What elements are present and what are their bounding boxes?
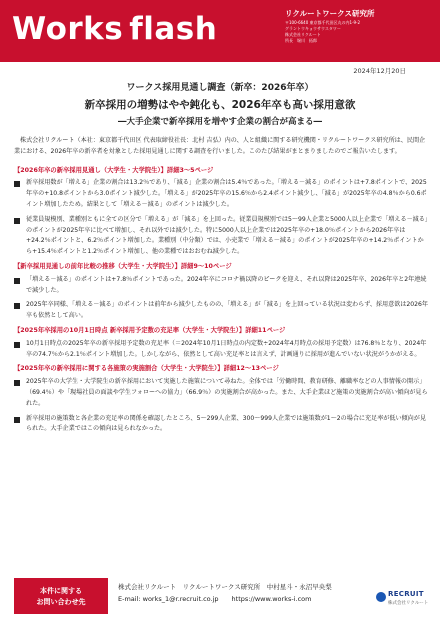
bullet-paragraph: 新卒採用数が「増える」企業の割合は13.2％であり、「減る」企業の割合は5.4％であった。「増える－減る」のポイントは+7.8ポイントで、2025年卒の+10.8ポイントから3.0ポイント減少した。「増える」が2025年卒の15.6％から2.4ポイント減少し、「減る」が2025年卒の4.8％から0.6ポイント増加したため。結果として「増える－減る」のポイントは減少した。 bbox=[14, 178, 428, 210]
bullet-square-icon bbox=[14, 278, 20, 284]
bullet-paragraph: 10月1日時点の2025年卒の新卒採用予定数の充足率（＝2024年10月1日時点の内定数÷2024年4月時点の採用予定数）は76.8％となり、2024年卒の74.7％から2.1％ポイント増加した。しかしながら、依然として高い充足率とは言えず、計画通りに採用が進んでいない状況がうかがえる。 bbox=[14, 339, 428, 361]
logo-flash: flash bbox=[129, 11, 218, 47]
section-heading: 【2026年卒の新卒採用見通し（大学生・大学院生）】詳細3～5ページ bbox=[14, 166, 214, 174]
release-date: 2024年12月20日 bbox=[353, 67, 406, 75]
organization-info bbox=[285, 9, 435, 44]
bullet-square-icon bbox=[14, 417, 20, 423]
org-company: 株式会社リクルート bbox=[285, 32, 321, 37]
bullet-square-icon bbox=[14, 181, 20, 187]
bullet-paragraph: 従業員規模別、業種別ともに全ての区分で「増える」が「減る」を上回った。従業員規模別では5～99人企業と5000人以上企業で「増える－減る」のポイントが2025年卒に比べて増加し、それ以外では減少した。特に5000人以上企業では2025年卒の+18.0％ポイントから2026年卒は+24.2％ポイントと、6.2％ポイント増加した。業種別（中分類）では、小売業で「増える－減る」のポイントが2025年卒の+14.2％ポイントから+15.4％ポイントと1.2％ポイント増加し、他の業種ではおおむね減少した。 bbox=[14, 215, 428, 258]
contact-email-url[interactable]: E-mail: works_1@r.recruit.co.jp https://www.works-i.com bbox=[118, 595, 312, 603]
section-heading: 【2025年卒採用の10月1日時点 新卒採用予定数の充足率（大学生・大学院生）】詳細11ページ bbox=[14, 326, 286, 334]
recruit-mark-icon bbox=[376, 592, 386, 602]
org-building: グラントウキョウサウスタワー bbox=[285, 26, 341, 31]
recruit-logo-sub: 株式会社リクルート bbox=[388, 601, 429, 606]
intro-paragraph: 株式会社リクルート（本社：東京都千代田区 代表取締役社長：北村 吉弘）内の、人と組織に関する研究機関・リクルートワークス研究所は、民間企業における、2026年卒の新卒者を対象とした採用見通しに関する調査を行いました。このたび結果がまとまりましたのでご報告いたします。 bbox=[14, 137, 426, 155]
bullet-square-icon bbox=[14, 218, 20, 224]
org-name: リクルートワークス研究所 bbox=[285, 9, 375, 18]
bullet-square-icon bbox=[14, 342, 20, 348]
contact-company: 株式会社リクルート リクルートワークス研究所 中村星斗・永沼早央梨 bbox=[118, 583, 332, 591]
footer bbox=[0, 578, 440, 622]
org-address: 〒100-6640 東京都千代田区丸の内1-9-2 bbox=[285, 20, 361, 25]
contact-label-line1: 本件に関する bbox=[40, 587, 82, 595]
bullet-square-icon bbox=[14, 303, 20, 309]
bullet-paragraph: 新卒採用の施策数と各企業の充足率の関係を確認したところ、5～299人企業、300～999人企業では施策数が1～2の場合に充足率が低い傾向が見られた。大手企業ではこの傾向は見られなかった。 bbox=[14, 414, 428, 436]
recruit-logo-text: RECRUIT bbox=[388, 590, 424, 598]
headline: 新卒採用の増勢はやや鈍化も、2026年卒も高い採用意欲 bbox=[84, 99, 356, 111]
report-body bbox=[14, 136, 428, 439]
contact-info bbox=[118, 581, 378, 605]
bullet-paragraph: 「増える－減る」のポイントは+7.8％ポイントであった。2024年卒にコロナ禍以降のピークを迎え、それ以降は2025年卒、2026年卒と2年連続で減少した。 bbox=[14, 275, 428, 297]
bullet-square-icon bbox=[14, 380, 20, 386]
survey-title: ワークス採用見通し調査（新卒：2026年卒） bbox=[126, 83, 314, 93]
subheadline: ―大手企業で新卒採用を増やす企業の割合が高まる― bbox=[117, 117, 322, 127]
bullet-paragraph: 2025年卒同様、「増える－減る」のポイントは前年から減少したものの、「増える」が「減る」を上回っている状況は変わらず、採用意欲は2026年卒も依然として高い。 bbox=[14, 300, 428, 322]
section-heading: 【新卒採用見通しの前年比較の推移（大学生・大学院生）】詳細9～10ページ bbox=[14, 262, 232, 270]
bullet-paragraph: 2025年卒の大学生・大学院生の新卒採用において実施した施策について尋ねた。全体では「労働時間、教育研修、離職率などの人事情報の開示」（69.4％）や「現場社員の面談や学生フォローへの協力」（66.9％）の実施割合が高かった。また、大手企業ほど施策の実施割合が高い傾向が見られた。 bbox=[14, 377, 428, 409]
works-flash-logo bbox=[12, 10, 217, 48]
header-banner bbox=[0, 0, 440, 62]
org-director: 所長 堀川 拓郎 bbox=[285, 38, 317, 43]
contact-label-line2: お問い合わせ先 bbox=[36, 598, 86, 606]
logo-works: Works bbox=[12, 11, 124, 47]
recruit-logo bbox=[376, 588, 432, 612]
section-heading: 【2025年卒の新卒採用に関する各施策の実施割合（大学生・大学院生）】詳細12～13ページ bbox=[14, 365, 279, 373]
contact-label-box bbox=[14, 578, 108, 614]
